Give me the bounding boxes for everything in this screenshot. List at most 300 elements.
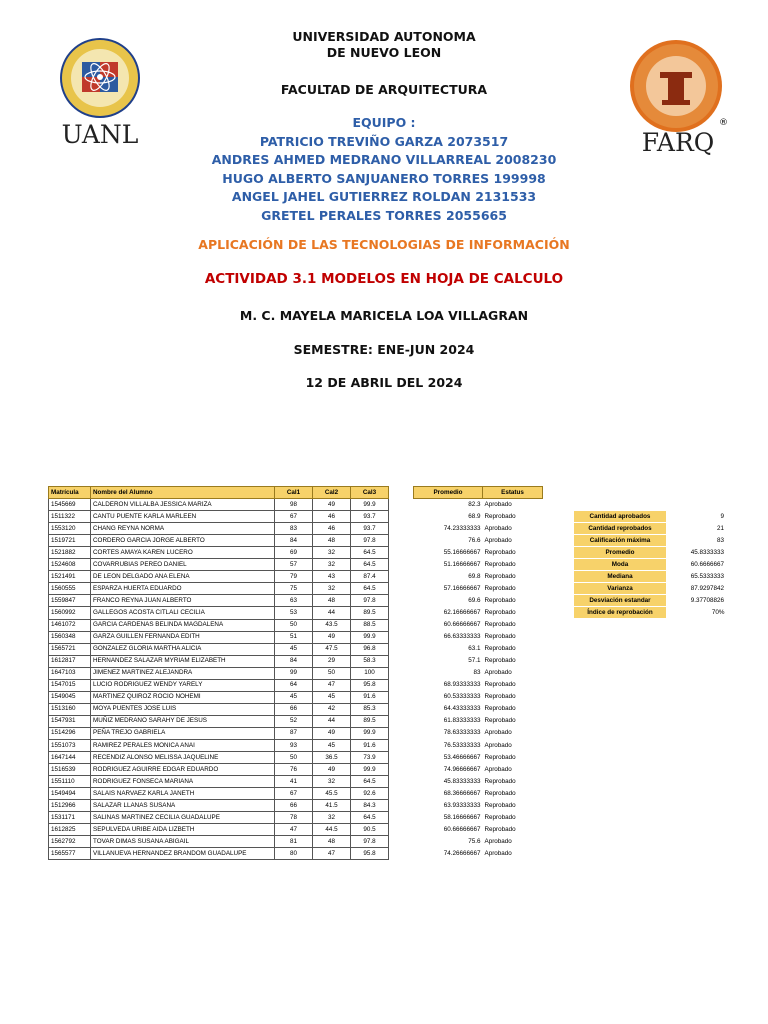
cell-promedio: 74.23333333 bbox=[443, 524, 481, 532]
cell-estatus: Reprobado bbox=[484, 657, 516, 665]
cell-estatus: Reprobado bbox=[484, 705, 516, 713]
cell-promedio: 58.16666667 bbox=[443, 813, 481, 821]
cell-nombre: ESPARZA HUERTA EDUARDO bbox=[91, 583, 275, 595]
team-member: GRETEL PERALES TORRES 2055665 bbox=[261, 207, 507, 223]
stat-label: Moda bbox=[574, 559, 667, 571]
cell-nombre: SALINAS MARTINEZ CECILIA GUADALUPE bbox=[91, 812, 275, 824]
cell-cal2: 36.5 bbox=[313, 752, 351, 764]
cell-cal1: 78 bbox=[275, 812, 313, 824]
table-row bbox=[49, 836, 543, 848]
cell-matricula: 1612825 bbox=[49, 824, 91, 836]
cell-matricula: 1461072 bbox=[49, 619, 91, 631]
cell-matricula: 1560992 bbox=[49, 607, 91, 619]
table-row bbox=[49, 499, 543, 511]
stat-label: Desviación estandar bbox=[574, 595, 667, 607]
table-row bbox=[49, 703, 543, 715]
cell-nombre: COVARRUBIAS PEREO DANIEL bbox=[91, 559, 275, 571]
cell-matricula: 1562792 bbox=[49, 836, 91, 848]
cell-cal2: 49 bbox=[313, 631, 351, 643]
university-name bbox=[0, 29, 768, 61]
cell-cal1: 53 bbox=[275, 607, 313, 619]
cell-spacer bbox=[389, 667, 414, 679]
grades-table bbox=[48, 486, 543, 860]
cell-cal2: 45 bbox=[313, 691, 351, 703]
cell-matricula: 1559847 bbox=[49, 595, 91, 607]
cell-nombre: RODRIGUEZ FONSECA MARIANA bbox=[91, 776, 275, 788]
cell-spacer bbox=[389, 571, 414, 583]
grades-body bbox=[49, 499, 543, 860]
cell-cal3: 64.5 bbox=[351, 812, 389, 824]
cell-cal1: 64 bbox=[275, 679, 313, 691]
cell-spacer bbox=[389, 752, 414, 764]
cell-cal1: 80 bbox=[275, 848, 313, 860]
cell-cal1: 84 bbox=[275, 535, 313, 547]
course-title: APLICACIÓN DE LAS TECNOLOGIAS DE INFORMACIÓN bbox=[198, 237, 570, 252]
cell-nombre: GARZA GUILLEN FERNANDA EDITH bbox=[91, 631, 275, 643]
stat-label: Cantidad reprobados bbox=[574, 523, 667, 535]
cell-spacer bbox=[389, 703, 414, 715]
cell-cal2: 44.5 bbox=[313, 824, 351, 836]
cell-estatus: Reprobado bbox=[484, 608, 516, 616]
farq-text: FARQ bbox=[641, 128, 715, 157]
cell-spacer bbox=[389, 631, 414, 643]
cell-cal2: 50 bbox=[313, 667, 351, 679]
cell-nombre: RECENDIZ ALONSO MELISSA JAQUELINE bbox=[91, 752, 275, 764]
table-row bbox=[49, 739, 543, 751]
cell-spacer bbox=[389, 547, 414, 559]
cell-matricula: 1647144 bbox=[49, 752, 91, 764]
cell-promedio: 68.9 bbox=[468, 512, 481, 520]
cell-promedio: 63.93333333 bbox=[443, 801, 481, 809]
stat-row bbox=[574, 535, 727, 547]
cell-cal1: 99 bbox=[275, 667, 313, 679]
cell-nombre: CHANG REYNA NORMA bbox=[91, 523, 275, 535]
cell-promedio: 69.6 bbox=[468, 596, 481, 604]
cell-cal1: 84 bbox=[275, 655, 313, 667]
cell-cal1: 67 bbox=[275, 511, 313, 523]
cell-cal3: 91.6 bbox=[351, 691, 389, 703]
cell-spacer bbox=[389, 824, 414, 836]
cell-matricula: 1531171 bbox=[49, 812, 91, 824]
cell-promedio: 57.1 bbox=[468, 657, 481, 665]
cell-matricula: 1519721 bbox=[49, 535, 91, 547]
table-row bbox=[49, 583, 543, 595]
cell-cal2: 32 bbox=[313, 559, 351, 571]
header-cal2: Cal2 bbox=[313, 487, 351, 499]
cell-estatus: Reprobado bbox=[484, 753, 516, 761]
grades-header-row bbox=[49, 487, 543, 499]
cell-cal3: 96.8 bbox=[351, 643, 389, 655]
cell-promedio: 60.53333333 bbox=[443, 693, 481, 701]
cell-matricula: 1521491 bbox=[49, 571, 91, 583]
table-row bbox=[49, 511, 543, 523]
cell-spacer bbox=[389, 619, 414, 631]
cell-nombre: FRANCO REYNA JUAN ALBERTO bbox=[91, 595, 275, 607]
stat-row bbox=[574, 523, 727, 535]
stats-table bbox=[573, 510, 727, 619]
cell-promedio: 51.16666667 bbox=[443, 560, 481, 568]
cell-estatus: Reprobado bbox=[484, 717, 516, 725]
header-estatus: Estatus bbox=[483, 487, 543, 499]
cell-promedio: 76.6 bbox=[468, 536, 481, 544]
cell-matricula: 1511322 bbox=[49, 511, 91, 523]
cell-cal1: 67 bbox=[275, 788, 313, 800]
cell-cal2: 41.5 bbox=[313, 800, 351, 812]
team-block bbox=[0, 114, 768, 225]
cell-nombre: RAMIREZ PERALES MONICA ANAI bbox=[91, 739, 275, 751]
stat-value: 83 bbox=[716, 536, 724, 544]
cell-promedio: 64.43333333 bbox=[443, 705, 481, 713]
cell-cal2: 42 bbox=[313, 703, 351, 715]
stat-label: Cantidad aprobados bbox=[574, 511, 667, 523]
table-row bbox=[49, 727, 543, 739]
cell-spacer bbox=[389, 812, 414, 824]
cell-cal1: 52 bbox=[275, 715, 313, 727]
cell-spacer bbox=[389, 848, 414, 860]
cell-spacer bbox=[389, 595, 414, 607]
cell-cal3: 90.5 bbox=[351, 824, 389, 836]
cell-cal1: 66 bbox=[275, 703, 313, 715]
cell-cal3: 93.7 bbox=[351, 511, 389, 523]
table-row bbox=[49, 631, 543, 643]
cell-cal2: 49 bbox=[313, 499, 351, 511]
cell-nombre: VILLANUEVA HERNANDEZ BRANDOM GUADALUPE bbox=[91, 848, 275, 860]
stat-label: Calificación máxima bbox=[574, 535, 667, 547]
cell-estatus: Reprobado bbox=[484, 813, 516, 821]
faculty-name: FACULTAD DE ARQUITECTURA bbox=[280, 82, 488, 97]
cell-spacer bbox=[389, 776, 414, 788]
stat-row bbox=[574, 571, 727, 583]
table-row bbox=[49, 800, 543, 812]
cell-cal2: 49 bbox=[313, 727, 351, 739]
cell-nombre: HERNANDEZ SALAZAR MYRIAM ELIZABETH bbox=[91, 655, 275, 667]
stat-label: Promedio bbox=[574, 547, 667, 559]
stat-value: 70% bbox=[711, 608, 725, 616]
cell-nombre: CORDERO GARCIA JORGE ALBERTO bbox=[91, 535, 275, 547]
university-line-1: UNIVERSIDAD AUTONOMA bbox=[292, 29, 476, 44]
stat-row bbox=[574, 547, 727, 559]
cell-cal1: 50 bbox=[275, 619, 313, 631]
table-row bbox=[49, 679, 543, 691]
cell-cal1: 79 bbox=[275, 571, 313, 583]
cell-estatus: Aprobado bbox=[484, 729, 512, 737]
cell-cal1: 81 bbox=[275, 836, 313, 848]
table-row bbox=[49, 848, 543, 860]
cell-estatus: Aprobado bbox=[484, 849, 512, 857]
stat-label: Varianza bbox=[574, 583, 667, 595]
table-row bbox=[49, 571, 543, 583]
document-date: 12 DE ABRIL DEL 2024 bbox=[305, 375, 463, 390]
header-matricula: Matrícula bbox=[49, 487, 91, 499]
header-nombre: Nombre del Alumno bbox=[91, 487, 275, 499]
cell-cal2: 29 bbox=[313, 655, 351, 667]
cell-spacer bbox=[389, 523, 414, 535]
cell-cal1: 50 bbox=[275, 752, 313, 764]
team-member: ANGEL JAHEL GUTIERREZ ROLDAN 2131533 bbox=[231, 189, 537, 204]
cell-matricula: 1551110 bbox=[49, 776, 91, 788]
stats-body bbox=[574, 511, 727, 619]
cell-estatus: Aprobado bbox=[484, 500, 512, 508]
cell-cal1: 93 bbox=[275, 739, 313, 751]
cell-estatus: Reprobado bbox=[484, 548, 516, 556]
cell-cal3: 97.8 bbox=[351, 595, 389, 607]
cell-promedio: 83 bbox=[473, 669, 481, 677]
cell-spacer bbox=[389, 511, 414, 523]
cell-matricula: 1553120 bbox=[49, 523, 91, 535]
cell-cal3: 58.3 bbox=[351, 655, 389, 667]
cell-estatus: Reprobado bbox=[484, 645, 516, 653]
cell-matricula: 1513160 bbox=[49, 703, 91, 715]
cell-cal1: 66 bbox=[275, 800, 313, 812]
cell-promedio: 63.1 bbox=[468, 645, 481, 653]
cell-promedio: 74.26666667 bbox=[443, 849, 481, 857]
cell-promedio: 45.83333333 bbox=[443, 777, 481, 785]
cell-cal1: 41 bbox=[275, 776, 313, 788]
university-line-2: DE NUEVO LEON bbox=[326, 45, 442, 60]
cell-estatus: Reprobado bbox=[484, 693, 516, 701]
cell-cal3: 99.9 bbox=[351, 727, 389, 739]
cell-cal1: 83 bbox=[275, 523, 313, 535]
table-row bbox=[49, 715, 543, 727]
cell-spacer bbox=[389, 691, 414, 703]
header-cal3: Cal3 bbox=[351, 487, 389, 499]
cell-cal2: 48 bbox=[313, 836, 351, 848]
cell-promedio: 68.36666667 bbox=[443, 789, 481, 797]
cell-nombre: TOVAR DIMAS SUSANA ABIGAIL bbox=[91, 836, 275, 848]
cell-estatus: Reprobado bbox=[484, 596, 516, 604]
cell-cal3: 89.5 bbox=[351, 715, 389, 727]
cell-spacer bbox=[389, 655, 414, 667]
cell-matricula: 1565577 bbox=[49, 848, 91, 860]
header-cal1: Cal1 bbox=[275, 487, 313, 499]
farq-registered-mark: ® bbox=[719, 118, 728, 128]
cell-cal3: 100 bbox=[351, 667, 389, 679]
team-label: EQUIPO : bbox=[352, 115, 416, 130]
table-row bbox=[49, 523, 543, 535]
cell-cal2: 43.5 bbox=[313, 619, 351, 631]
cell-cal3: 95.8 bbox=[351, 848, 389, 860]
cell-cal2: 32 bbox=[313, 583, 351, 595]
team-member: PATRICIO TREVIÑO GARZA 2073517 bbox=[259, 133, 509, 149]
stat-value: 65.5333333 bbox=[690, 572, 724, 580]
cell-promedio: 76.53333333 bbox=[443, 741, 481, 749]
cell-estatus: Reprobado bbox=[484, 825, 516, 833]
table-row bbox=[49, 667, 543, 679]
cell-matricula: 1512966 bbox=[49, 800, 91, 812]
header-promedio: Promedio bbox=[414, 487, 483, 499]
cell-cal3: 92.6 bbox=[351, 788, 389, 800]
cell-promedio: 60.66666667 bbox=[443, 825, 481, 833]
cell-nombre: CANTU PUENTE KARLA MARLEEN bbox=[91, 511, 275, 523]
cell-cal3: 73.9 bbox=[351, 752, 389, 764]
cell-nombre: JIMENEZ MARTINEZ ALEJANDRA bbox=[91, 667, 275, 679]
table-row bbox=[49, 535, 543, 547]
cell-estatus: Reprobado bbox=[484, 560, 516, 568]
cell-cal2: 48 bbox=[313, 595, 351, 607]
table-row bbox=[49, 776, 543, 788]
cell-spacer bbox=[389, 836, 414, 848]
cell-spacer bbox=[389, 607, 414, 619]
cell-cal3: 87.4 bbox=[351, 571, 389, 583]
cell-estatus: Reprobado bbox=[484, 512, 516, 520]
header-spacer bbox=[389, 487, 414, 499]
cell-cal2: 47 bbox=[313, 679, 351, 691]
cell-spacer bbox=[389, 559, 414, 571]
stat-row bbox=[574, 595, 727, 607]
cell-cal2: 32 bbox=[313, 812, 351, 824]
cell-matricula: 1551073 bbox=[49, 739, 91, 751]
cell-matricula: 1524608 bbox=[49, 559, 91, 571]
uanl-logo-text: UANL bbox=[61, 120, 139, 149]
stat-row bbox=[574, 607, 727, 619]
team-member: HUGO ALBERTO SANJUANERO TORRES 199998 bbox=[222, 170, 546, 186]
cell-cal1: 45 bbox=[275, 691, 313, 703]
table-row bbox=[49, 824, 543, 836]
cell-nombre: GONZALEZ GLORIA MARTHA ALICIA bbox=[91, 643, 275, 655]
cell-cal3: 64.5 bbox=[351, 583, 389, 595]
cell-spacer bbox=[389, 679, 414, 691]
cell-promedio: 68.93333333 bbox=[443, 681, 481, 689]
cell-promedio: 53.46666667 bbox=[443, 753, 481, 761]
professor-name: M. C. MAYELA MARICELA LOA VILLAGRAN bbox=[239, 308, 529, 323]
cell-cal3: 64.5 bbox=[351, 559, 389, 571]
cell-cal1: 87 bbox=[275, 727, 313, 739]
stat-value: 21 bbox=[716, 524, 724, 532]
cell-cal2: 44 bbox=[313, 715, 351, 727]
cell-cal3: 85.3 bbox=[351, 703, 389, 715]
stat-value: 9 bbox=[720, 512, 724, 520]
cell-promedio: 82.3 bbox=[468, 500, 481, 508]
cell-spacer bbox=[389, 788, 414, 800]
cell-nombre: DE LEON DELGADO ANA ELENA bbox=[91, 571, 275, 583]
cell-cal3: 93.7 bbox=[351, 523, 389, 535]
stat-value: 60.6666667 bbox=[690, 560, 724, 568]
cell-spacer bbox=[389, 727, 414, 739]
cell-cal2: 49 bbox=[313, 764, 351, 776]
cell-cal3: 99.9 bbox=[351, 631, 389, 643]
cell-nombre: PEÑA TREJO GABRIELA bbox=[91, 727, 275, 739]
cell-estatus: Reprobado bbox=[484, 633, 516, 641]
cell-nombre: MARTINEZ QUIROZ ROCIO NOHEMI bbox=[91, 691, 275, 703]
cell-matricula: 1549045 bbox=[49, 691, 91, 703]
cell-promedio: 69.8 bbox=[468, 572, 481, 580]
table-row bbox=[49, 595, 543, 607]
cell-promedio: 57.16666667 bbox=[443, 584, 481, 592]
cell-nombre: GARCIA CARDENAS BELINDA MAGDALENA bbox=[91, 619, 275, 631]
stat-label: Mediana bbox=[574, 571, 667, 583]
cell-matricula: 1545669 bbox=[49, 499, 91, 511]
cell-cal2: 45 bbox=[313, 739, 351, 751]
table-row bbox=[49, 643, 543, 655]
cell-nombre: CORTES AMAYA KAREN LUCERO bbox=[91, 547, 275, 559]
stat-label: Índice de reprobación bbox=[574, 607, 667, 619]
stat-row bbox=[574, 511, 727, 523]
stat-value: 45.8333333 bbox=[690, 548, 724, 556]
cell-matricula: 1547015 bbox=[49, 679, 91, 691]
table-row bbox=[49, 607, 543, 619]
cell-cal3: 64.5 bbox=[351, 547, 389, 559]
cell-spacer bbox=[389, 535, 414, 547]
cell-cal3: 99.9 bbox=[351, 499, 389, 511]
cell-estatus: Aprobado bbox=[484, 741, 512, 749]
cell-matricula: 1565721 bbox=[49, 643, 91, 655]
cell-estatus: Aprobado bbox=[484, 524, 512, 532]
cell-estatus: Reprobado bbox=[484, 572, 516, 580]
cell-estatus: Aprobado bbox=[484, 765, 512, 773]
cell-matricula: 1521882 bbox=[49, 547, 91, 559]
table-row bbox=[49, 619, 543, 631]
cell-cal1: 51 bbox=[275, 631, 313, 643]
cell-estatus: Reprobado bbox=[484, 621, 516, 629]
cell-nombre: SALAZAR LLANAS SUSANA bbox=[91, 800, 275, 812]
cell-nombre: GALLEGOS ACOSTA CITLALI CECILIA bbox=[91, 607, 275, 619]
cell-spacer bbox=[389, 764, 414, 776]
cell-matricula: 1514296 bbox=[49, 727, 91, 739]
cell-nombre: RODRIGUEZ AGUIRRE EDGAR EDUARDO bbox=[91, 764, 275, 776]
cell-cal2: 32 bbox=[313, 547, 351, 559]
stat-row bbox=[574, 583, 727, 595]
cell-nombre: SALAIS NARVAEZ KARLA JANETH bbox=[91, 788, 275, 800]
cell-matricula: 1560555 bbox=[49, 583, 91, 595]
cell-spacer bbox=[389, 499, 414, 511]
cell-estatus: Reprobado bbox=[484, 584, 516, 592]
cell-nombre: LUCIO RODRIGUEZ WENDY YARELY bbox=[91, 679, 275, 691]
cell-estatus: Reprobado bbox=[484, 777, 516, 785]
cell-matricula: 1647103 bbox=[49, 667, 91, 679]
cell-cal3: 88.5 bbox=[351, 619, 389, 631]
cell-cal1: 47 bbox=[275, 824, 313, 836]
table-row bbox=[49, 752, 543, 764]
cell-cal3: 84.3 bbox=[351, 800, 389, 812]
table-row bbox=[49, 655, 543, 667]
cell-estatus: Reprobado bbox=[484, 801, 516, 809]
cell-spacer bbox=[389, 643, 414, 655]
cell-promedio: 75.6 bbox=[468, 837, 481, 845]
cell-cal1: 45 bbox=[275, 643, 313, 655]
cell-estatus: Aprobado bbox=[484, 669, 512, 677]
cell-promedio: 66.63333333 bbox=[443, 633, 481, 641]
table-row bbox=[49, 812, 543, 824]
activity-title: ACTIVIDAD 3.1 MODELOS EN HOJA DE CALCULO bbox=[204, 271, 564, 287]
cell-estatus: Reprobado bbox=[484, 789, 516, 797]
cell-cal3: 95.8 bbox=[351, 679, 389, 691]
cell-cal2: 48 bbox=[313, 535, 351, 547]
stat-value: 87.9297842 bbox=[690, 584, 724, 592]
cell-cal1: 98 bbox=[275, 499, 313, 511]
cell-cal2: 45.5 bbox=[313, 788, 351, 800]
cell-matricula: 1547931 bbox=[49, 715, 91, 727]
cell-promedio: 55.16666667 bbox=[443, 548, 481, 556]
cell-promedio: 62.16666667 bbox=[443, 608, 481, 616]
cell-nombre: MUÑIZ MEDRANO SARAHY DE JESUS bbox=[91, 715, 275, 727]
table-row bbox=[49, 691, 543, 703]
cell-promedio: 74.96666667 bbox=[443, 765, 481, 773]
cell-estatus: Aprobado bbox=[484, 536, 512, 544]
cell-promedio: 78.63333333 bbox=[443, 729, 481, 737]
cell-spacer bbox=[389, 583, 414, 595]
cell-cal3: 64.5 bbox=[351, 776, 389, 788]
cell-spacer bbox=[389, 800, 414, 812]
cell-cal3: 99.9 bbox=[351, 764, 389, 776]
team-member: ANDRES AHMED MEDRANO VILLARREAL 2008230 bbox=[211, 152, 557, 167]
semester: SEMESTRE: ENE-JUN 2024 bbox=[293, 342, 475, 357]
table-row bbox=[49, 559, 543, 571]
cell-nombre: CALDERON VILLALBA JESSICA MARIZA bbox=[91, 499, 275, 511]
cell-nombre: SEPULVEDA URIBE AIDA LIZBETH bbox=[91, 824, 275, 836]
stat-value: 9.37708826 bbox=[690, 596, 724, 604]
cell-cal2: 43 bbox=[313, 571, 351, 583]
table-row bbox=[49, 788, 543, 800]
